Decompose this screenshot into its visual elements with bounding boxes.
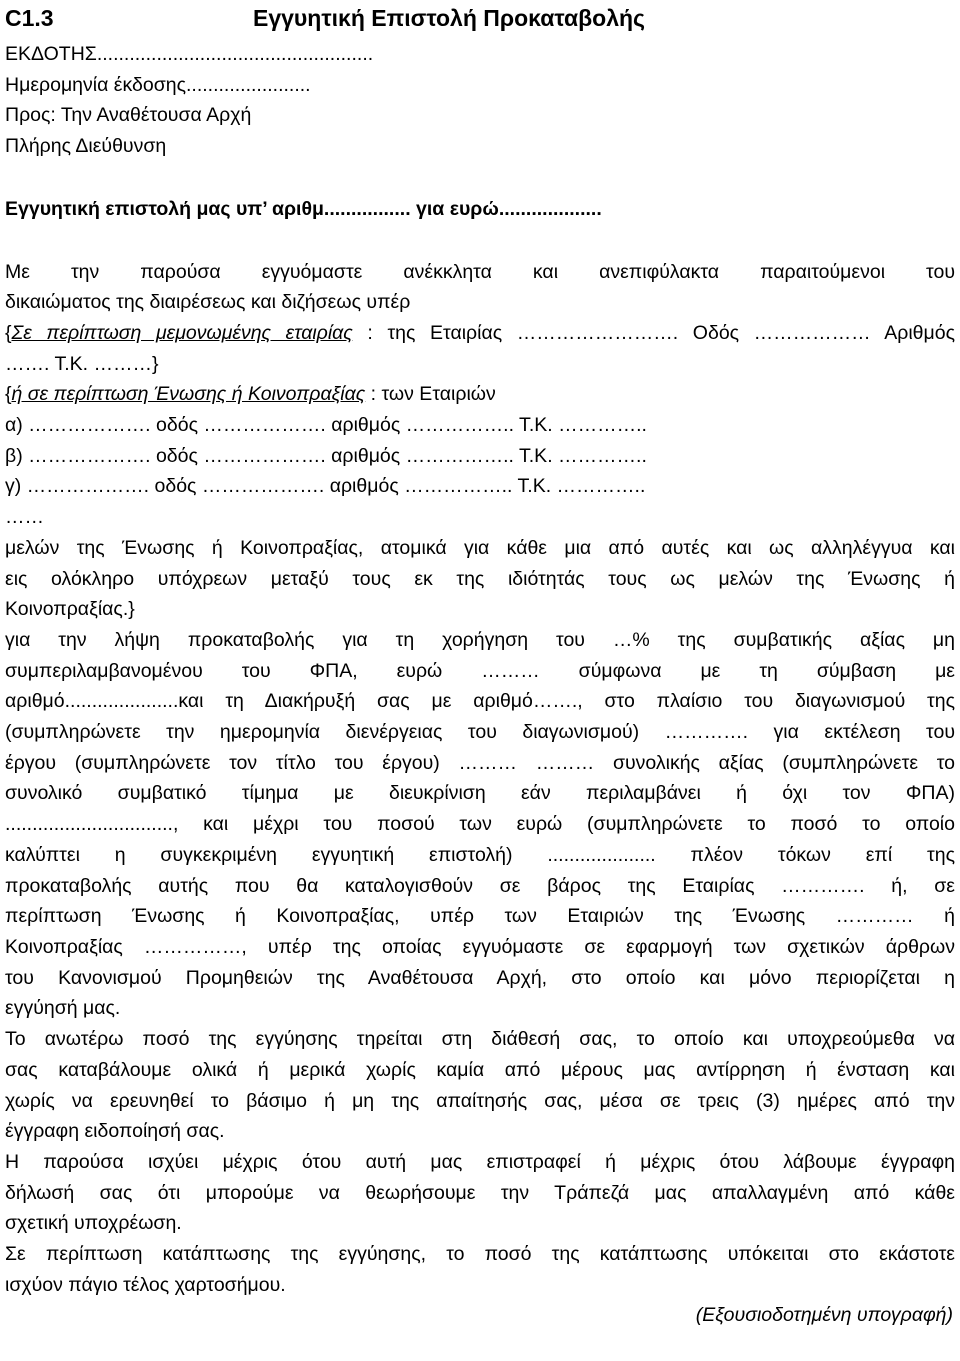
guarantee-letter-page <box>5 0 955 1331</box>
paragraph-line: χωρίς να ερευνηθεί το βάσιμο ή μη της απαίτησής σας, μέσα σε τρεις (3) ημέρες από την <box>5 1089 955 1112</box>
union-label: ή σε περίπτωση Ένωσης ή Κοινοπραξίας <box>11 383 366 406</box>
paragraph-line: Η παρούσα ισχύει μέχρις ότου αυτή μας επιστραφεί ή μέχρις ότου λάβουμε έγγραφη <box>5 1150 955 1173</box>
paragraph-line: καλύπτει η συγκεκριμένη εγγυητική επιστολή) .................... πλέον τόκων επί της <box>5 843 955 866</box>
paragraph-line: Κοινοπραξίας ……………, υπέρ της οποίας εγγυόμαστε σε εφαρμογή των σχετικών άρθρων <box>5 935 955 958</box>
paragraph-line: σχετική υποχρέωση. <box>5 1212 182 1235</box>
paragraph-line: συνολικό συμβατικό τίμημα με διευκρίνιση εάν περιλαμβάνει ή όχι τον ΦΠΑ) <box>5 782 955 805</box>
union-details: : των Εταιριών <box>365 383 496 406</box>
spacer <box>5 225 955 257</box>
spacer <box>5 162 955 194</box>
paragraph-line: ..............................., και μέχρι του ποσού των ευρώ (συμπληρώνετε το ποσό το οποίο <box>5 813 955 836</box>
issuer-line: ΕΚΔΟΤΗΣ................................................... <box>5 43 374 65</box>
paragraph-line: Κοινοπραξίας.} <box>5 598 135 621</box>
document-title: Εγγυητική Επιστολή Προκαταβολής <box>253 5 645 31</box>
company-item: β) ………………. οδός ………………. αριθμός …………….. Τ.Κ. ………….. <box>5 444 647 467</box>
paragraph-line: έργου (συμπληρώνετε τον τίτλο του έργου) ……… ……… συνολικής αξίας (συμπληρώνετε το <box>5 751 955 774</box>
paragraph-line: για την λήψη προκαταβολής για τη χορήγηση του …% της συμβατικής αξίας μη <box>5 628 955 651</box>
single-company-details: : της Εταιρίας ……………………. Οδός ……………… Αριθμός <box>352 321 955 344</box>
issuer-block <box>5 39 955 162</box>
advance-payment-paragraph <box>5 625 955 1024</box>
paragraph-line: περίπτωση Ένωσης ή Κοινοπραξίας, υπέρ των Εταιριών της Ένωσης ………… ή <box>5 905 955 928</box>
intro-line: Με την παρούσα εγγυόμαστε ανέκκλητα και ανεπιφύλακτα παραιτούμενοι του <box>5 260 955 283</box>
paragraph-line: (συμπληρώνετε την ημερομηνία διενέργειας του διαγωνισμού) …………. για εκτέλεση του <box>5 721 955 744</box>
company-item: α) ………………. οδός ………………. αριθμός …………….. Τ.Κ. ………….. <box>5 414 647 437</box>
paragraph-line: ισχύον πάγιο τέλος χαρτοσήμου. <box>5 1273 286 1296</box>
letter-reference: Εγγυητική επιστολή μας υπ’ αριθμ................ για ευρώ................... <box>5 197 602 220</box>
single-company-label: Σε περίπτωση μεμονωμένης εταιρίας <box>11 321 353 344</box>
paragraph-line: εγγύησή μας. <box>5 997 121 1020</box>
brace-open: { <box>5 383 12 406</box>
paragraph-line: έγγραφη ειδοποίησή σας. <box>5 1120 225 1143</box>
intro-paragraph <box>5 257 955 411</box>
forfeiture-paragraph <box>5 1239 955 1300</box>
members-paragraph <box>5 533 955 625</box>
recipient-line: Προς: Την Αναθέτουσα Αρχή <box>5 104 252 127</box>
document-heading <box>5 0 955 36</box>
union-clause <box>5 379 955 410</box>
single-company-clause <box>5 318 955 349</box>
validity-paragraph <box>5 1147 955 1239</box>
paragraph-line: μελών της Ένωσης ή Κοινοπραξίας, ατομικά για κάθε μια από αυτές και ως αλληλέγγυα και <box>5 536 955 559</box>
address-line: Πλήρης Διεύθυνση <box>5 135 167 158</box>
paragraph-line: εις ολόκληρο υπόχρεων μεταξύ τους εκ της ιδιότητάς τους ως μελών της Ένωσης ή <box>5 567 955 590</box>
paragraph-line: αριθμό.....................και τη Διακήρυξή σας με αριθμό……., στο πλαίσιο του διαγωνισμού της <box>5 690 955 713</box>
single-company-postcode: ……. Τ.Κ. ………} <box>5 352 159 375</box>
company-item: …… <box>5 506 44 529</box>
paragraph-line: σας καταβάλουμε ολικά ή μερικά χωρίς καμία από μέρους μας αντίρρηση ή ένσταση και <box>5 1058 955 1081</box>
authorized-signature: (Εξουσιοδοτημένη υπογραφή) <box>695 1304 953 1327</box>
paragraph-line: συμπεριλαμβανομένου του ΦΠΑ, ευρώ ……… σύμφωνα με τη σύμβαση με <box>5 659 955 682</box>
paragraph-line: προκαταβολής αυτής που θα καταλογισθούν σε βάρος της Εταιρίας …………. ή, σε <box>5 874 955 897</box>
brace-open: { <box>5 321 12 344</box>
availability-paragraph <box>5 1024 955 1147</box>
paragraph-line: δήλωσή σας ότι μπορούμε να θεωρήσουμε την Τράπεζά μας απαλλαγμένη από κάθε <box>5 1181 955 1204</box>
intro-line: δικαιώματος της διαιρέσεως και διζήσεως υπέρ <box>5 291 411 314</box>
company-item: γ) ………………. οδός ………………. αριθμός …………….. Τ.Κ. ………….. <box>5 475 646 498</box>
paragraph-line: του Κανονισμού Προμηθειών της Αναθέτουσα Αρχή, στο οποίο και μόνο περιορίζεται η <box>5 966 955 989</box>
section-number: C1.3 <box>5 5 54 31</box>
paragraph-line: Το ανωτέρω ποσό της εγγύησης τηρείται στη διάθεσή σας, το οποίο και υποχρεούμεθα να <box>5 1028 955 1051</box>
company-list <box>5 410 955 533</box>
issue-date-line: Ημερομηνία έκδοσης....................... <box>5 73 311 96</box>
paragraph-line: Σε περίπτωση κατάπτωσης της εγγύησης, το ποσό της κατάπτωσης υπόκειται στο εκάστοτε <box>5 1243 955 1266</box>
